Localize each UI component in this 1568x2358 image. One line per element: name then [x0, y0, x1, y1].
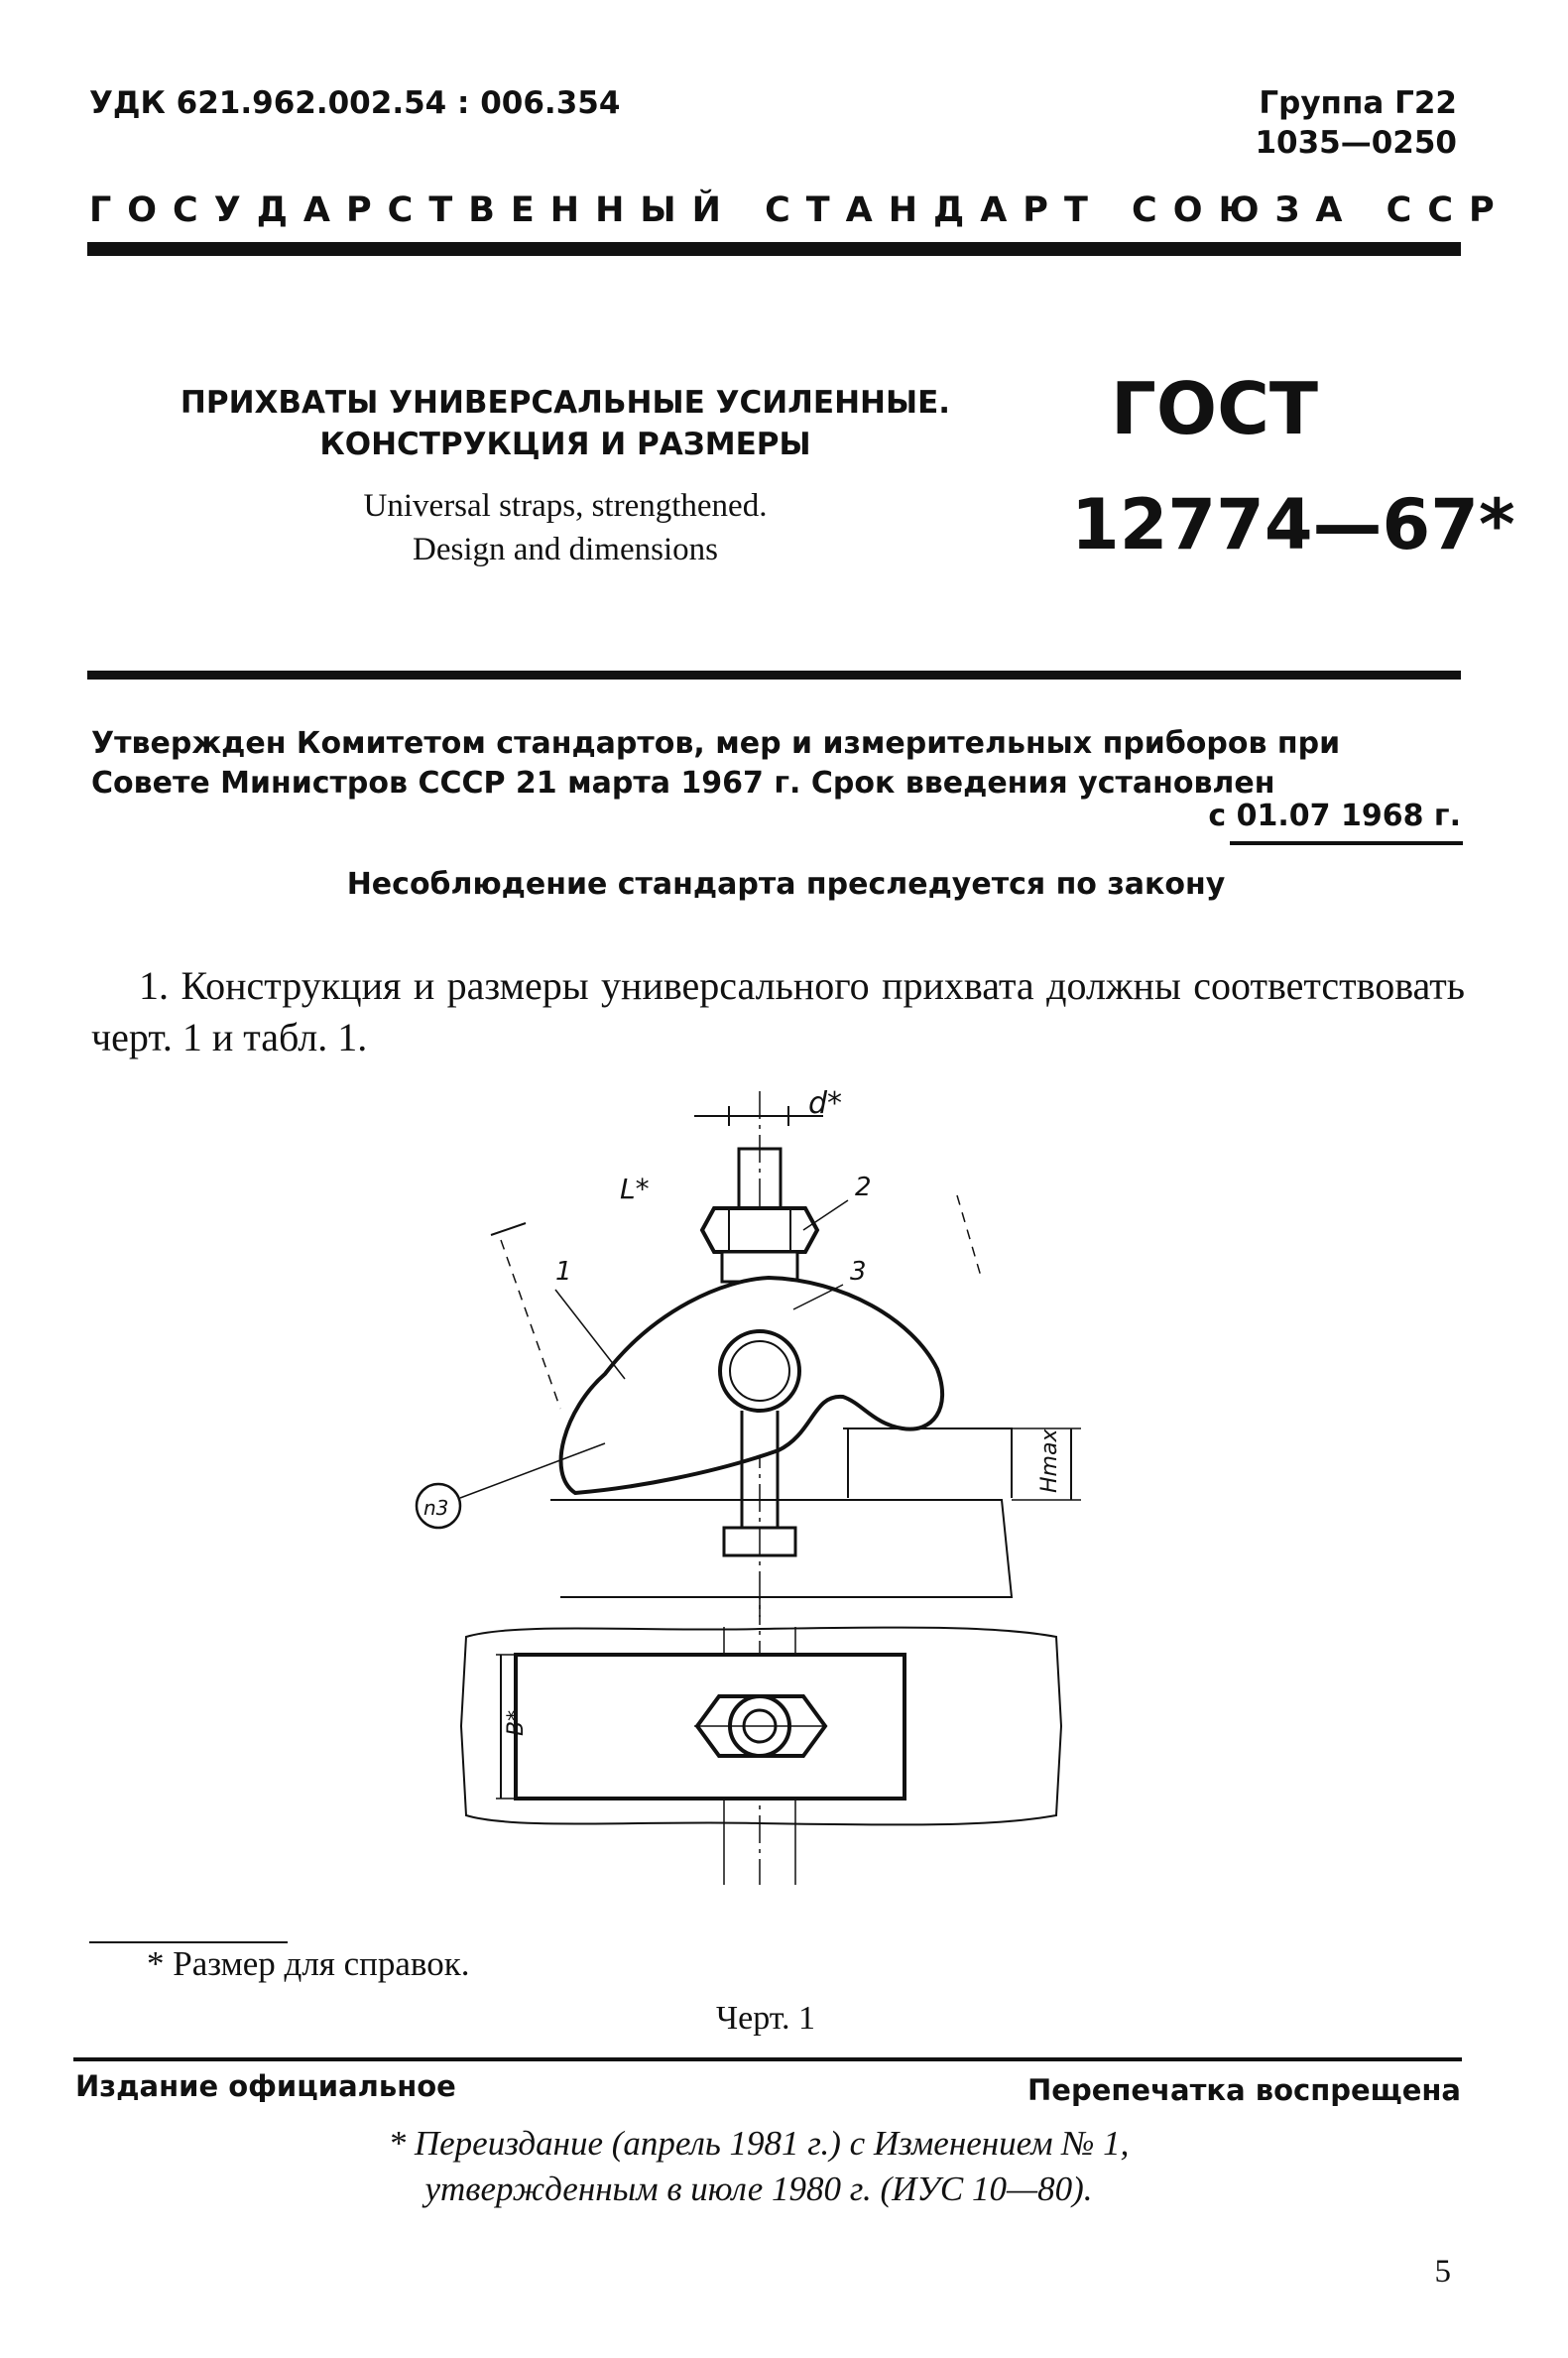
reissue-line2: утвержденным в июле 1980 г. (ИУС 10—80). [424, 2170, 1093, 2208]
dim-l-tick [491, 1223, 526, 1235]
label-roughness: n3 [423, 1496, 449, 1520]
udk-code: УДК 621.962.002.54 : 006.354 [89, 85, 621, 121]
group-code [1255, 83, 1457, 163]
hex-nut [702, 1208, 817, 1252]
label-b: B* [504, 1709, 529, 1736]
edition-label: Издание официальное [75, 2069, 456, 2103]
group-label: Группа Г22 [1259, 85, 1457, 121]
table-section [550, 1500, 1012, 1597]
label-part-2: 2 [855, 1173, 872, 1202]
legal-warning: Несоблюдение стандарта преследуется по закону [346, 867, 1226, 902]
label-h: Hmax [1037, 1428, 1062, 1493]
state-standard-heading: ГОСУДАРСТВЕННЫЙ СТАНДАРТ СОЮЗА ССР [89, 190, 1510, 230]
figure-caption: Черт. 1 [716, 2000, 816, 2037]
page-number: 5 [1434, 2254, 1451, 2290]
title-en-line2: Design and dimensions [413, 532, 718, 567]
technical-drawing [397, 1081, 1111, 1915]
dim-l-ext-right [957, 1195, 982, 1280]
label-part-1: 1 [555, 1257, 572, 1287]
footer-rule [73, 2057, 1462, 2061]
gost-number: 12774—67* [1071, 484, 1515, 565]
approval-text: Утвержден Комитетом стандартов, мер и измерительных приборов при Совете Министров СССР 21 марта 1967 г. Срок введения установлен [91, 726, 1341, 801]
classification-code: 1035—0250 [1255, 125, 1457, 161]
strap-body [561, 1278, 943, 1493]
reissue-note [238, 2121, 1279, 2212]
effective-date-underline [1230, 841, 1463, 845]
document-title-en [174, 484, 957, 571]
reprint-notice: Перепечатка воспрещена [1027, 2073, 1461, 2107]
document-title-ru [174, 382, 957, 465]
gost-label: ГОСТ [1111, 367, 1319, 450]
label-l: L* [620, 1173, 650, 1205]
support-block [848, 1428, 1012, 1498]
footnote: * Размер для справок. [147, 1944, 470, 1983]
leader-part-1 [555, 1290, 625, 1379]
header-rule [87, 242, 1461, 256]
paragraph-1: 1. Конструкция и размеры универсального прихвата должны соответствовать черт. 1 и табл. 1. [91, 963, 1465, 1059]
footnote-rule [89, 1941, 288, 1943]
label-part-3: 3 [850, 1257, 867, 1287]
title-rule [87, 671, 1461, 680]
label-d: d* [808, 1086, 843, 1121]
effective-date: с 01.07 1968 г. [1208, 799, 1461, 833]
dim-l-ext-left [501, 1240, 560, 1409]
title-ru-line2: КОНСТРУКЦИЯ И РАЗМЕРЫ [319, 427, 811, 462]
title-en-line1: Universal straps, strengthened. [363, 488, 768, 524]
title-ru-line1: ПРИХВАТЫ УНИВЕРСАЛЬНЫЕ УСИЛЕННЫЕ. [180, 385, 951, 421]
reissue-line1: * Переиздание (апрель 1981 г.) с Изменением № 1, [388, 2124, 1130, 2163]
